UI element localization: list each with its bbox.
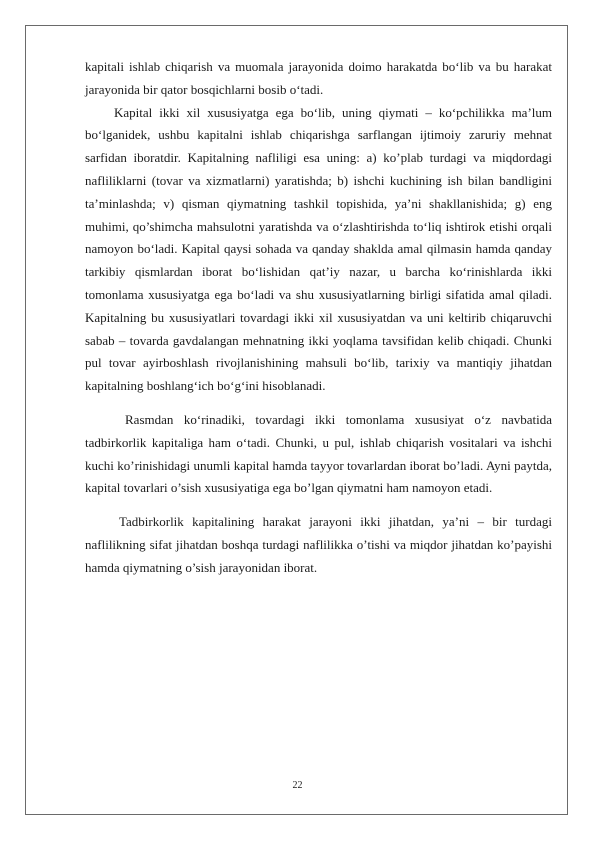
paragraph-2: Kapital ikki xil xususiyatga ega bo‘lib, uning qiymati – ko‘pchilikka ma’lum bo‘lganidek, ushbu kapitalni ishlab chiqarishga sarflangan ijtimoiy zaruriy mehnat sarfidan iboratdir. Kapitalning nafliligi esa uning: a) ko’plab turdagi va miqdordagi nafliliklarni (tovar va xizmatlarni) yaratishda; b) ishchi kuchining ish bilan bandligini ta’minlashda; v) qisman qiymatning tashkil topishida, ya’ni shakllanishida; g) eng muhimi, qo’shimcha mahsulotni yaratishda va o‘zlashtirishda to‘liq ishtirok etishi orqali namoyon bo‘ladi. Kapital qaysi sohada va qanday shaklda amal qilmasin hamda qanday tarkibiy qismlardan iborat bo‘lishidan qat’iy nazar, u barcha ko‘rinishlarda ikki tomonlama xususiyatga ega bo‘ladi va shu xususiyatlarning birligi sifatida amal qiladi. Kapitalning bu xususiyatlari tovardagi ikki xil xususiyatdan va uni keltirib chiqaruvchi sabab – tovarda gavdalangan mehnatning ikki yoqlama tavsifidan kelib chiqadi. Chunki pul tovar ayirboshlash rivojlanishining mahsuli bo‘lib, tarixiy va mantiqiy jihatdan kapitalning boshlang‘ich bo‘g‘ini hisoblanadi.	[85, 104, 552, 394]
paragraph-4: Tadbirkorlik kapitalining harakat jarayoni ikki jihatdan, ya’ni – bir turdagi naflilikning sifat jihatdan boshqa turdagi naflilikka o’tishi va miqdor jihatdan ko’payishi hamda qiymatning o’sish jarayonidan iborat.	[85, 514, 552, 575]
paragraph-3: Rasmdan ko‘rinadiki, tovardagi ikki tomonlama xususiyat o‘z navbatida tadbirkorlik kapitaliga ham o‘tadi. Chunki, u pul, ishlab chiqarish vositalari va ishchi kuchi ko’rinishidagi unumli kapital hamda tayyor tovarlardan iborat bo’ladi. Ayni paytda, kapital tovarlari o’sish xususiyatiga ega bo’lgan qiymatni ham namoyon etadi.	[85, 411, 552, 496]
paragraph-1: kapitali ishlab chiqarish va muomala jarayonida doimo harakatda bo‘lib va bu harakat jarayonida bir qator bosqichlarni bosib o‘tadi.	[85, 59, 552, 97]
page-number: 22	[292, 780, 303, 791]
document-body	[85, 56, 552, 580]
